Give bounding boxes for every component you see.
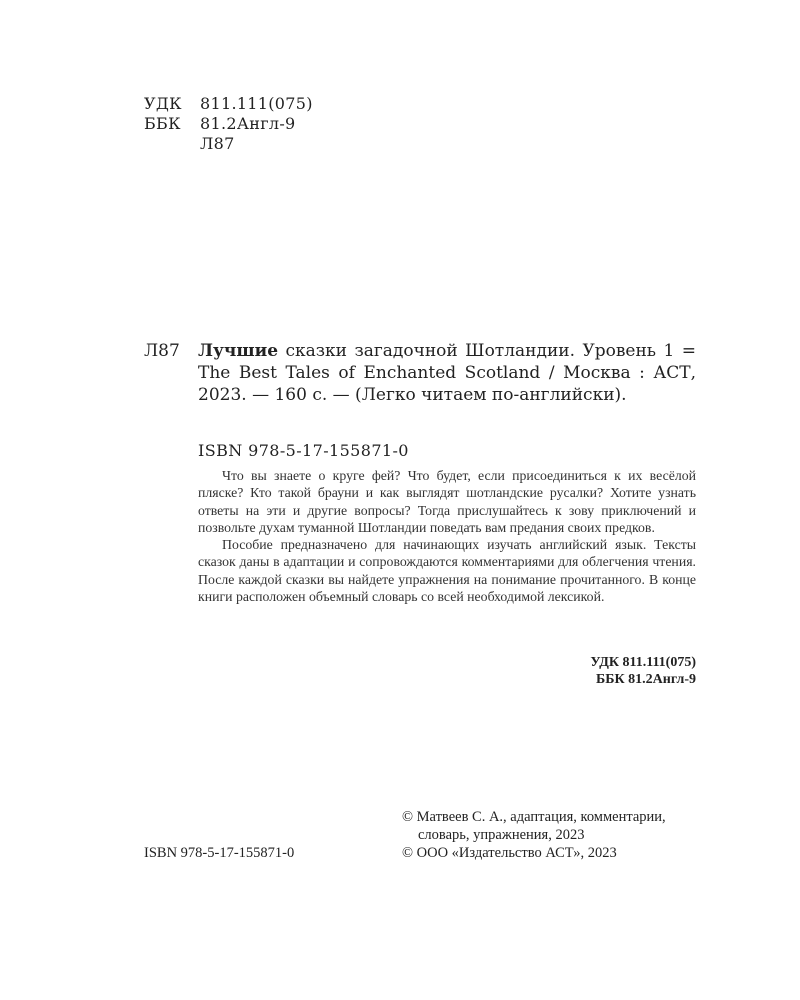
udk-row xyxy=(144,94,313,114)
entry-description: сказки загадочной Шотландии. Уровень 1 = The Best Tales of Enchanted Scotland / Москва : АСТ, 2023. — 160 с. — (Легко читаем по-английски). xyxy=(198,341,696,405)
bbk-value: 81.2Англ-9 xyxy=(200,114,296,133)
author-mark: Л87 xyxy=(200,134,235,153)
annotation-paragraph-1: Что вы знаете о круге фей? Что будет, если присоединиться к их весёлой пляске? Кто такой брауни и как выглядят шотландские русалки? Хотите узнать ответы на эти и другие вопросы? Тогда прислушайтесь к зову приключений и позвольте духам туманной Шотландии поведать вам предания своих предков. xyxy=(198,468,696,535)
udk-label: УДК xyxy=(144,94,182,113)
classification-codes-bottom xyxy=(490,654,696,688)
classification-codes-top xyxy=(144,94,313,154)
isbn-main: ISBN 978-5-17-155871-0 xyxy=(198,441,409,460)
copyright-author: © Матвеев С. А., адаптация, комментарии, словарь, упражнения, 2023 xyxy=(402,809,666,843)
udk-bottom: УДК 811.111(075) xyxy=(590,655,696,670)
bbk-label: ББК xyxy=(144,114,181,133)
bbk-row xyxy=(144,114,313,134)
copyright-publisher: © ООО «Издательство АСТ», 2023 xyxy=(402,845,617,861)
entry-text xyxy=(198,340,696,406)
bibliographic-entry xyxy=(144,340,696,406)
copyright-block xyxy=(402,808,702,862)
annotation-paragraph-2: Пособие предназначено для начинающих изучать английский язык. Тексты сказок даны в адаптации и сопровождаются комментариями для облегчения чтения. После каждой сказки вы найдете упражнения на понимание прочитанного. В конце книги расположен объемный словарь со всей необходимой лексикой. xyxy=(198,537,696,605)
isbn-bottom: ISBN 978-5-17-155871-0 xyxy=(144,845,295,861)
annotation xyxy=(198,467,696,605)
udk-value: 811.111(075) xyxy=(200,94,313,113)
entry-title-bold: Лучшие xyxy=(198,341,279,361)
entry-author-mark: Л87 xyxy=(144,341,180,361)
bbk-bottom: ББК 81.2Англ-9 xyxy=(595,672,696,687)
